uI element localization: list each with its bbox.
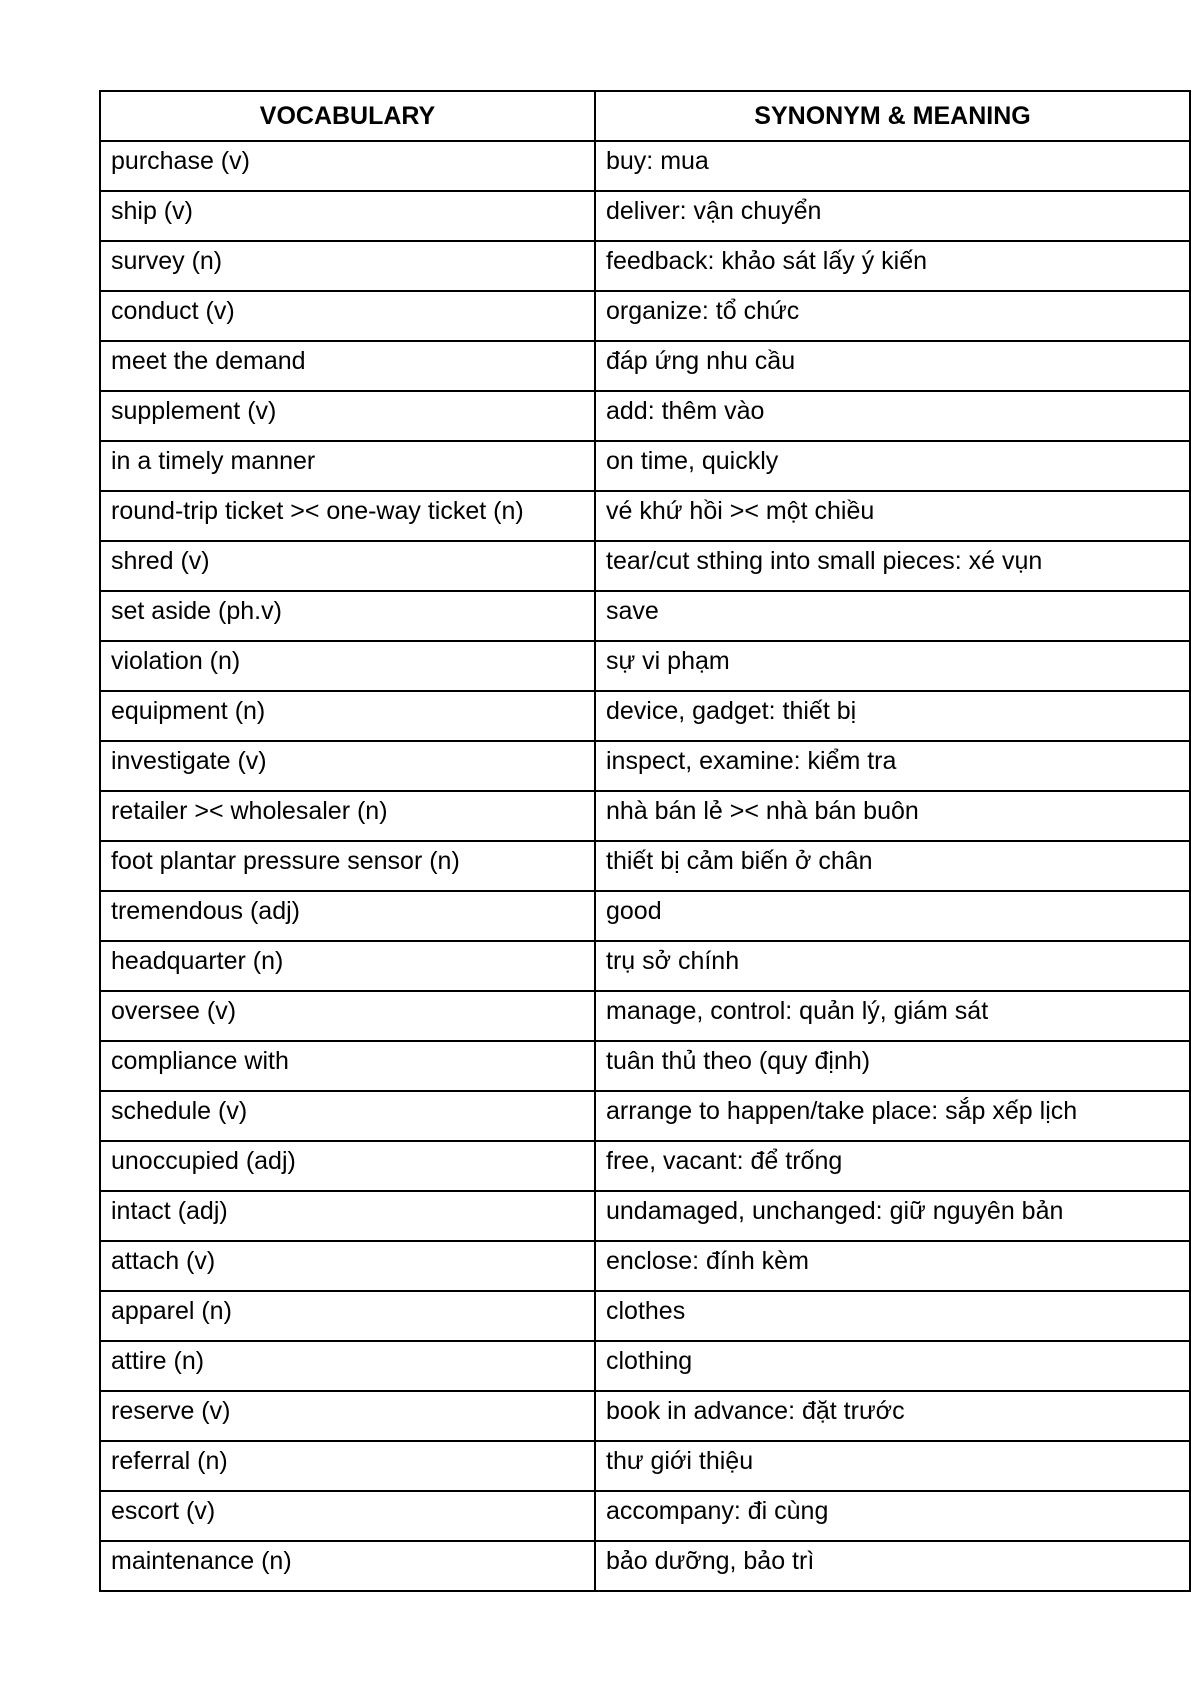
table-row <box>100 1441 1190 1491</box>
table-row <box>100 1191 1190 1241</box>
table-row <box>100 841 1190 891</box>
vocabulary-term-cell: escort (v) <box>100 1491 595 1541</box>
vocabulary-term-cell: attach (v) <box>100 1241 595 1291</box>
vocabulary-term-cell: attire (n) <box>100 1341 595 1391</box>
vocabulary-term-cell: violation (n) <box>100 641 595 691</box>
table-row <box>100 1291 1190 1341</box>
vocabulary-term-cell: shred (v) <box>100 541 595 591</box>
synonym-meaning-cell: thư giới thiệu <box>595 1441 1190 1491</box>
synonym-meaning-cell: add: thêm vào <box>595 391 1190 441</box>
vocabulary-term-cell: maintenance (n) <box>100 1541 595 1591</box>
table-row <box>100 541 1190 591</box>
table-row <box>100 141 1190 191</box>
vocabulary-term-cell: compliance with <box>100 1041 595 1091</box>
table-row <box>100 241 1190 291</box>
synonym-meaning-cell: tuân thủ theo (quy định) <box>595 1041 1190 1091</box>
table-row <box>100 1491 1190 1541</box>
vocabulary-term-cell: ship (v) <box>100 191 595 241</box>
vocabulary-term-cell: schedule (v) <box>100 1091 595 1141</box>
vocabulary-term-cell: in a timely manner <box>100 441 595 491</box>
vocabulary-term-cell: survey (n) <box>100 241 595 291</box>
vocabulary-sheet <box>99 90 1189 1592</box>
vocabulary-term-cell: intact (adj) <box>100 1191 595 1241</box>
synonym-meaning-cell: vé khứ hồi >< một chiều <box>595 491 1190 541</box>
table-header-row <box>100 91 1190 141</box>
table-row <box>100 291 1190 341</box>
synonym-meaning-cell: free, vacant: để trống <box>595 1141 1190 1191</box>
table-row <box>100 591 1190 641</box>
vocabulary-term-cell: retailer >< wholesaler (n) <box>100 791 595 841</box>
vocabulary-term-cell: supplement (v) <box>100 391 595 441</box>
synonym-meaning-cell: buy: mua <box>595 141 1190 191</box>
synonym-meaning-cell: undamaged, unchanged: giữ nguyên bản <box>595 1191 1190 1241</box>
synonym-meaning-cell: feedback: khảo sát lấy ý kiến <box>595 241 1190 291</box>
vocabulary-term-cell: headquarter (n) <box>100 941 595 991</box>
table-row <box>100 1341 1190 1391</box>
vocabulary-table <box>99 90 1191 1592</box>
synonym-meaning-cell: đáp ứng nhu cầu <box>595 341 1190 391</box>
synonym-meaning-cell: good <box>595 891 1190 941</box>
synonym-meaning-cell: clothes <box>595 1291 1190 1341</box>
synonym-meaning-cell: accompany: đi cùng <box>595 1491 1190 1541</box>
vocabulary-term-cell: investigate (v) <box>100 741 595 791</box>
vocabulary-term-cell: reserve (v) <box>100 1391 595 1441</box>
vocabulary-term-cell: meet the demand <box>100 341 595 391</box>
column-header-synonym-meaning: SYNONYM & MEANING <box>595 91 1190 141</box>
synonym-meaning-cell: nhà bán lẻ >< nhà bán buôn <box>595 791 1190 841</box>
table-body <box>100 141 1190 1591</box>
synonym-meaning-cell: arrange to happen/take place: sắp xếp lịch <box>595 1091 1190 1141</box>
table-row <box>100 941 1190 991</box>
synonym-meaning-cell: clothing <box>595 1341 1190 1391</box>
vocabulary-term-cell: unoccupied (adj) <box>100 1141 595 1191</box>
vocabulary-term-cell: equipment (n) <box>100 691 595 741</box>
vocabulary-term-cell: round-trip ticket >< one-way ticket (n) <box>100 491 595 541</box>
synonym-meaning-cell: enclose: đính kèm <box>595 1241 1190 1291</box>
synonym-meaning-cell: deliver: vận chuyển <box>595 191 1190 241</box>
synonym-meaning-cell: thiết bị cảm biến ở chân <box>595 841 1190 891</box>
table-row <box>100 1241 1190 1291</box>
table-row <box>100 691 1190 741</box>
synonym-meaning-cell: inspect, examine: kiểm tra <box>595 741 1190 791</box>
table-row <box>100 391 1190 441</box>
table-row <box>100 1391 1190 1441</box>
table-row <box>100 891 1190 941</box>
column-header-vocabulary: VOCABULARY <box>100 91 595 141</box>
table-row <box>100 1041 1190 1091</box>
vocabulary-term-cell: foot plantar pressure sensor (n) <box>100 841 595 891</box>
vocabulary-term-cell: oversee (v) <box>100 991 595 1041</box>
table-row <box>100 641 1190 691</box>
vocabulary-term-cell: apparel (n) <box>100 1291 595 1341</box>
table-row <box>100 791 1190 841</box>
synonym-meaning-cell: tear/cut sthing into small pieces: xé vụn <box>595 541 1190 591</box>
synonym-meaning-cell: manage, control: quản lý, giám sát <box>595 991 1190 1041</box>
table-row <box>100 991 1190 1041</box>
synonym-meaning-cell: book in advance: đặt trước <box>595 1391 1190 1441</box>
vocabulary-term-cell: set aside (ph.v) <box>100 591 595 641</box>
table-row <box>100 441 1190 491</box>
vocabulary-term-cell: referral (n) <box>100 1441 595 1491</box>
table-row <box>100 741 1190 791</box>
table-row <box>100 1541 1190 1591</box>
table-row <box>100 1141 1190 1191</box>
synonym-meaning-cell: device, gadget: thiết bị <box>595 691 1190 741</box>
synonym-meaning-cell: bảo dưỡng, bảo trì <box>595 1541 1190 1591</box>
table-row <box>100 491 1190 541</box>
synonym-meaning-cell: organize: tổ chức <box>595 291 1190 341</box>
table-row <box>100 1091 1190 1141</box>
vocabulary-term-cell: purchase (v) <box>100 141 595 191</box>
synonym-meaning-cell: trụ sở chính <box>595 941 1190 991</box>
synonym-meaning-cell: sự vi phạm <box>595 641 1190 691</box>
table-row <box>100 191 1190 241</box>
vocabulary-term-cell: conduct (v) <box>100 291 595 341</box>
vocabulary-term-cell: tremendous (adj) <box>100 891 595 941</box>
synonym-meaning-cell: save <box>595 591 1190 641</box>
synonym-meaning-cell: on time, quickly <box>595 441 1190 491</box>
table-row <box>100 341 1190 391</box>
